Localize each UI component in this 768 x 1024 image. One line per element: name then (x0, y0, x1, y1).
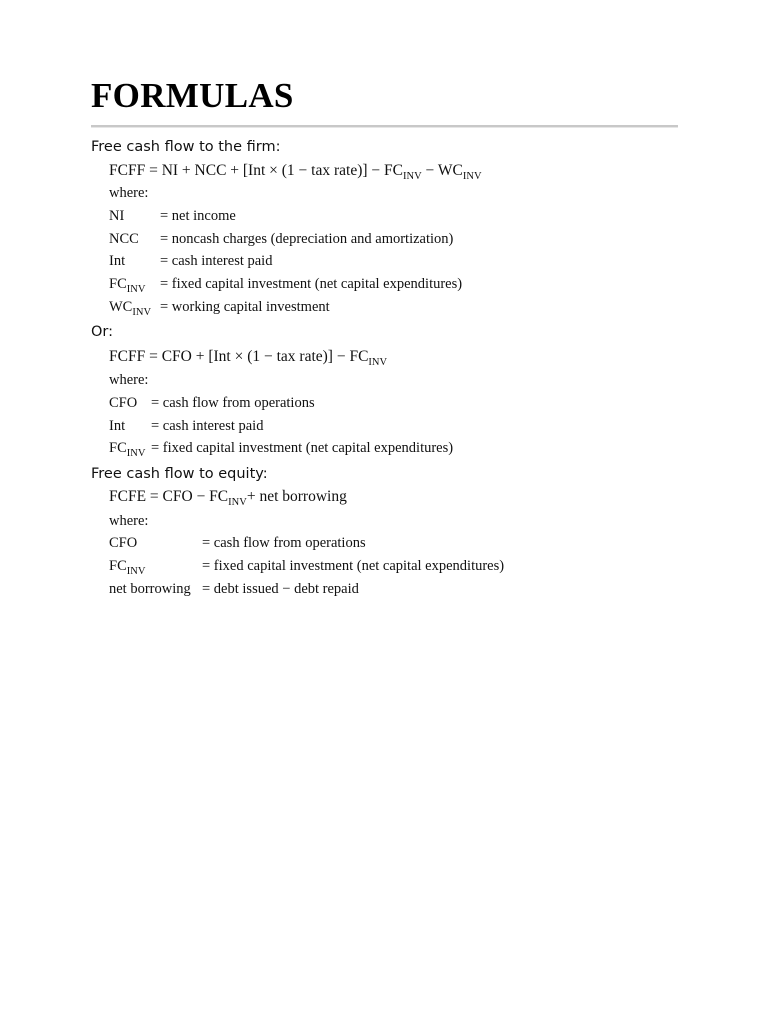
definition-row (109, 534, 366, 552)
formula-text: CFO (109, 395, 138, 411)
definition-term (109, 275, 145, 293)
formula-text: WC (109, 299, 133, 315)
subscript-text: INV (132, 307, 152, 318)
formula-text: FCFF = NI + NCC + [Int × (1 − tax rate)] − FC (109, 162, 403, 179)
definition-description: = fixed capital investment (net capital expenditures) (151, 440, 454, 456)
definition-description: = cash interest paid (160, 253, 273, 269)
definition-row (109, 417, 264, 435)
formula-text: FC (109, 558, 127, 574)
formula-text: CFO (109, 535, 138, 551)
subscript-text: INV (126, 284, 146, 295)
definition-term (109, 557, 145, 575)
definition-row (109, 439, 454, 459)
subscript-text: INV (462, 171, 482, 182)
subscript-text: INV (126, 566, 146, 577)
section-heading: Free cash flow to the firm: (91, 139, 281, 155)
definition-row (109, 580, 359, 598)
definition-row (109, 252, 273, 270)
formula-text: net borrowing (109, 581, 191, 597)
formula-text: FC (109, 440, 127, 456)
definition-description: = debt issued − debt repaid (202, 581, 359, 597)
definition-description: = cash interest paid (151, 418, 264, 434)
formula-equation (109, 348, 387, 366)
definition-description: = fixed capital investment (net capital expenditures) (160, 276, 463, 292)
section-heading: Free cash flow to equity: (91, 466, 268, 482)
definition-row (109, 557, 505, 577)
definition-description: = cash flow from operations (151, 395, 315, 411)
definition-term (109, 230, 139, 248)
formula-text: + net borrowing (246, 488, 347, 505)
definition-row (109, 394, 315, 412)
formula-equation (109, 488, 347, 506)
definition-term (109, 298, 151, 316)
formula-text: FCFF = CFO + [Int × (1 − tax rate)] − FC (109, 348, 369, 365)
page-title: FORMULAS (91, 76, 294, 115)
formula-equation (109, 162, 482, 180)
where-label: where: (109, 185, 149, 201)
title-divider (91, 125, 678, 128)
definition-row (109, 207, 236, 225)
formula-text: FCFE = CFO − FC (109, 488, 229, 505)
where-label: where: (109, 372, 149, 388)
definition-row (109, 298, 330, 318)
formula-text: NCC (109, 231, 139, 247)
formula-text: NI (109, 208, 125, 224)
definition-term (109, 252, 125, 270)
definition-description: = working capital investment (160, 299, 330, 315)
definition-description: = net income (160, 208, 236, 224)
subscript-text: INV (368, 357, 388, 368)
definition-row (109, 275, 463, 295)
subscript-text: INV (403, 171, 422, 182)
definition-row (109, 230, 454, 248)
definition-description: = cash flow from operations (202, 535, 366, 551)
where-label: where: (109, 513, 149, 529)
definition-description: = fixed capital investment (net capital expenditures) (202, 558, 505, 574)
definition-term (109, 417, 125, 435)
subscript-text: INV (126, 448, 146, 459)
definition-term (109, 534, 137, 552)
section-heading: Or: (91, 324, 114, 340)
definition-term (109, 580, 191, 598)
formula-text: FC (109, 276, 127, 292)
definition-term (109, 207, 124, 225)
definition-term (109, 439, 145, 457)
definition-description: = noncash charges (depreciation and amortization) (160, 231, 454, 247)
subscript-text: INV (228, 497, 247, 508)
formula-text: − WC (421, 162, 463, 179)
formula-text: Int (109, 418, 126, 434)
formula-text: Int (109, 253, 126, 269)
definition-term (109, 394, 137, 412)
